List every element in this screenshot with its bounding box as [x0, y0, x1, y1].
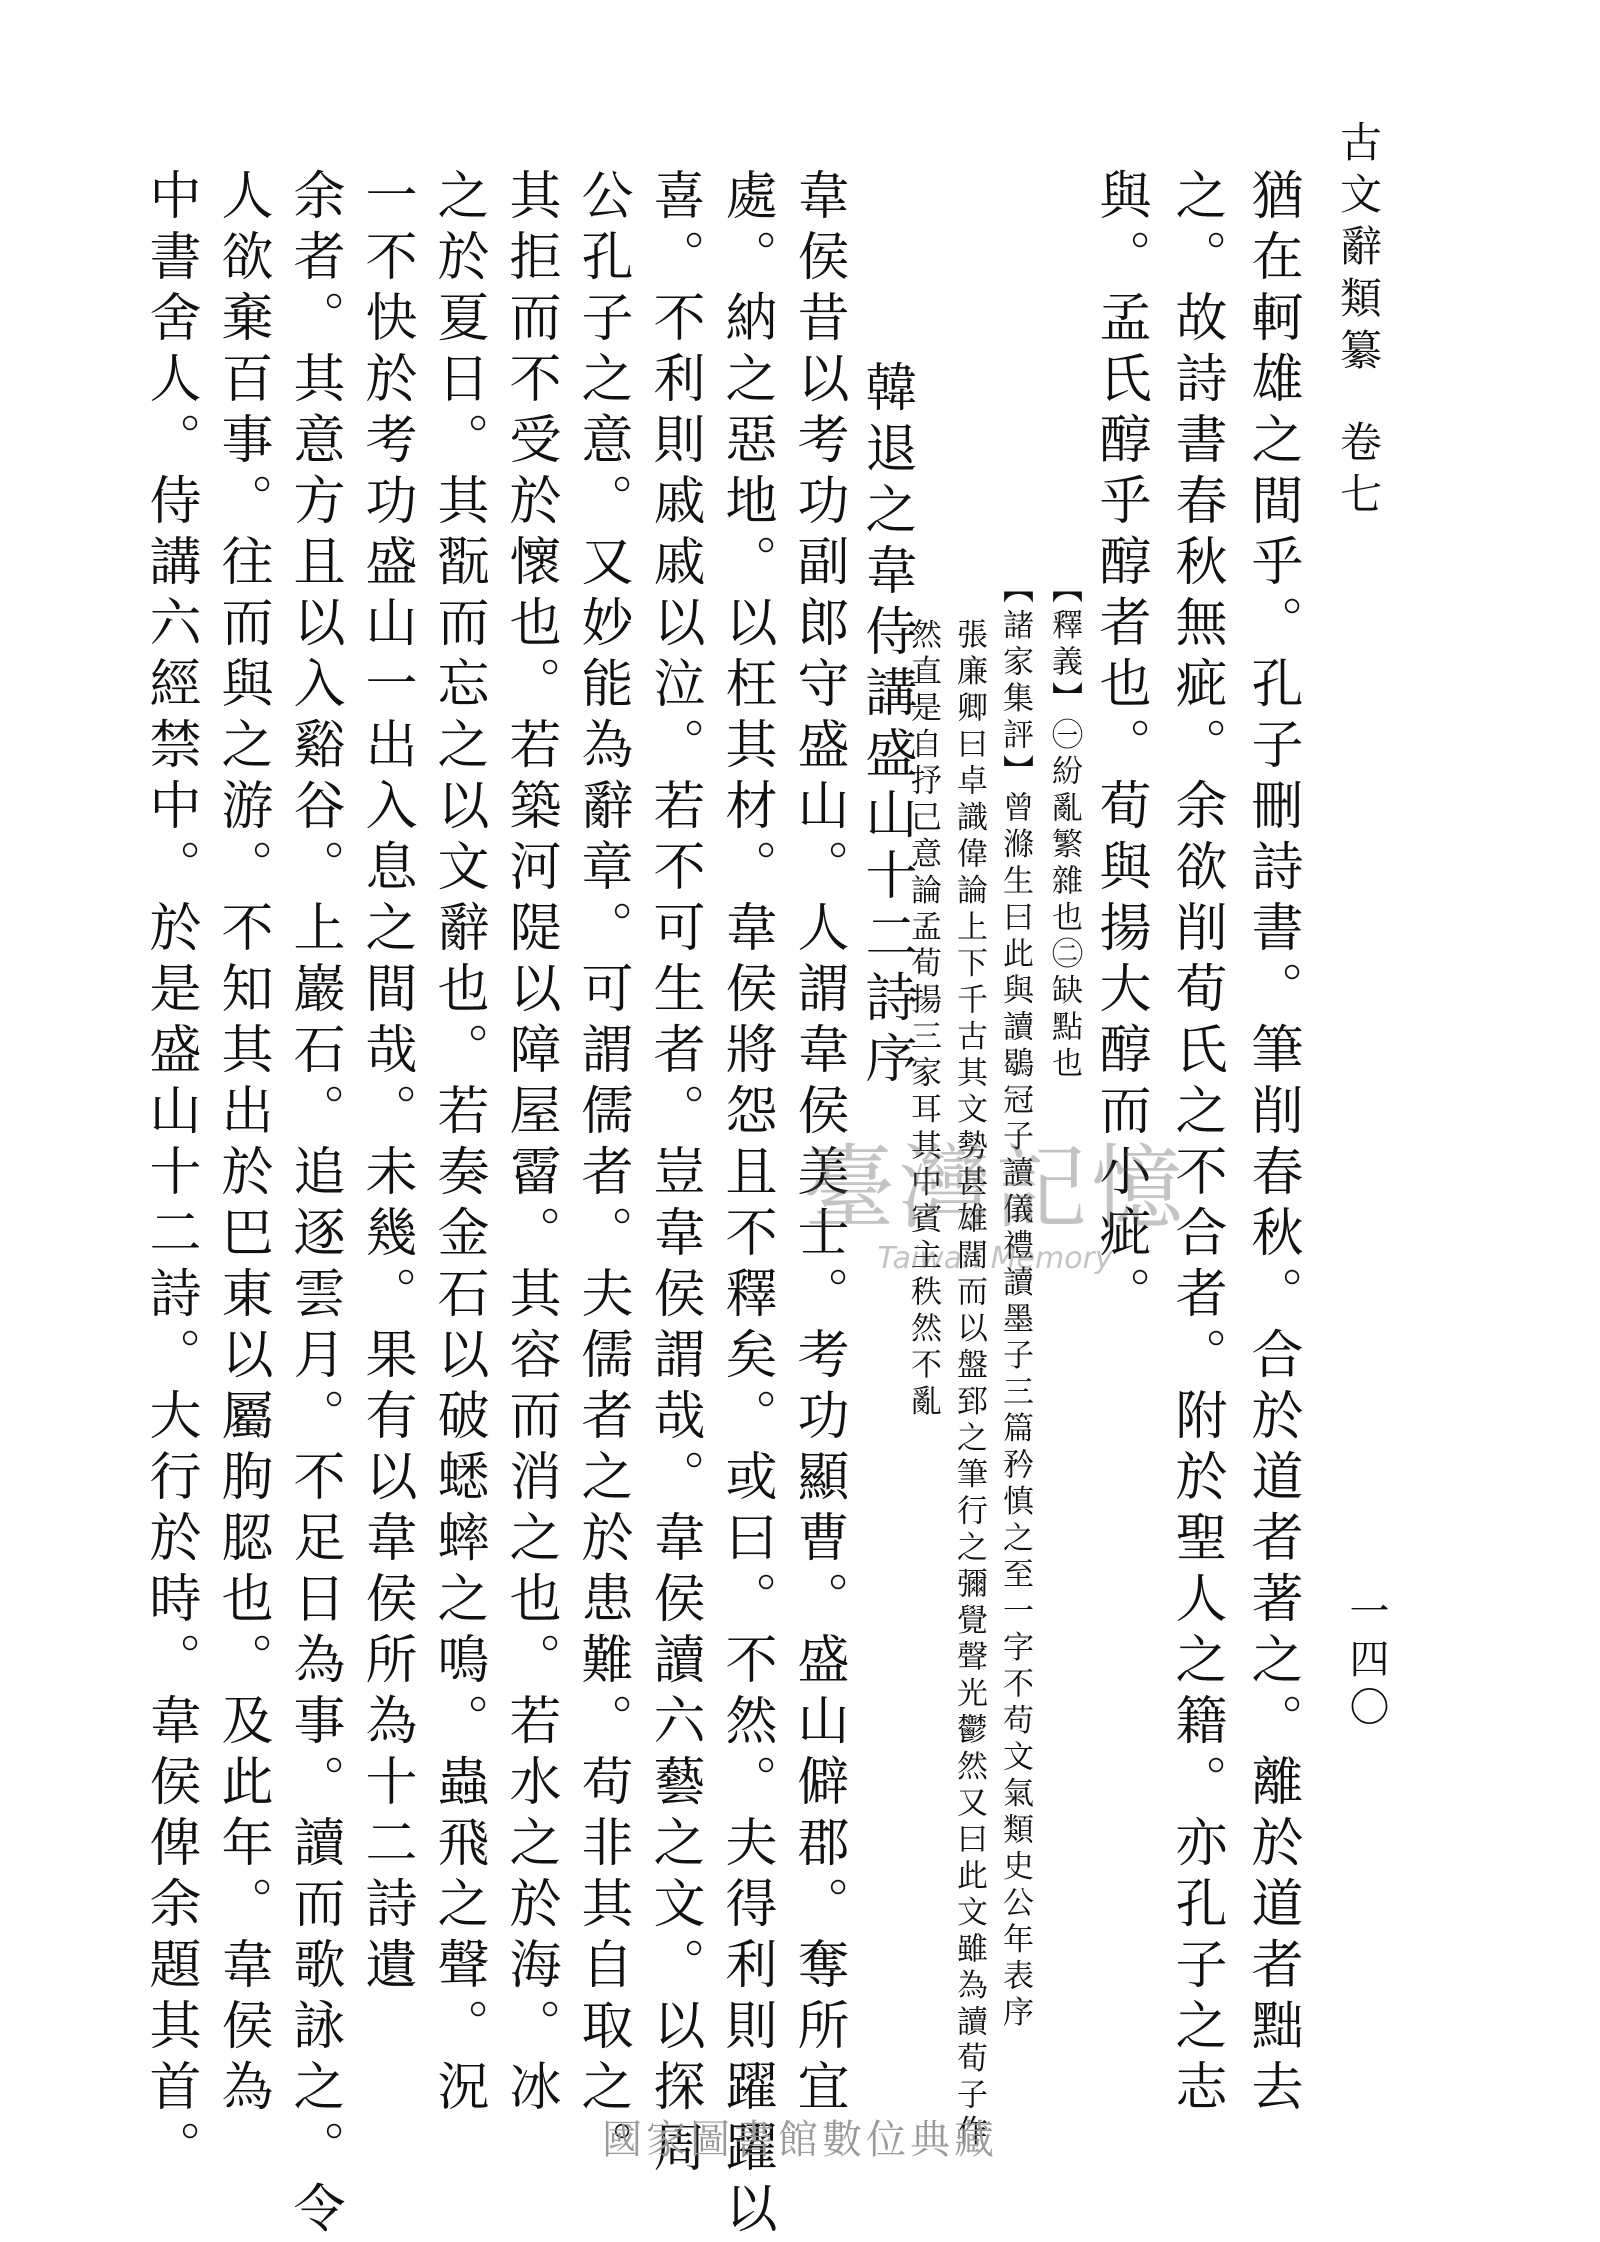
main-text-column: 之。故詩書春秋無疵。余欲削荀氏之不合者。附於聖人之籍。亦孔子之志	[1166, 168, 1226, 2120]
body-text-column: 其拒而不受於懷也。若築河隄以障屋霤。其容而消之也。若水之於海。冰	[500, 168, 560, 2120]
main-text-column: 猶在軻雄之間乎。孔子刪詩書。筆削春秋。合於道者著之。離於道者黜去	[1242, 168, 1302, 2120]
watermark-en: Taiwan Memory	[877, 1241, 1113, 1276]
section-title: 韓退之韋侍講盛山十二詩序	[856, 360, 916, 1092]
body-text-column: 處。納之惡地。以枉其材。韋侯將怨且不釋矣。或曰。不然。夫得利則躍躍以	[716, 168, 776, 2242]
watermark-zh: 臺灣記憶	[802, 1135, 1187, 1242]
body-text-column: 余者。其意方且以入谿谷。上巖石。追逐雲月。不足日為事。讀而歌詠之。令	[284, 168, 344, 2242]
body-text-column: 喜。不利則戚戚以泣。若不可生者。豈韋侯謂哉。韋侯讀六藝之文。以探周	[644, 168, 704, 2181]
page-number: 一四〇	[1343, 1590, 1389, 1734]
running-header	[1328, 120, 1388, 524]
volume-label: 卷七	[1334, 420, 1383, 524]
annotation-jiaping: 張廉卿曰卓識偉論上下千古其文勢甚雄闊而以盤郅之筆行之彌覺聲光鬱然又曰此文雖為讀荀子作	[951, 618, 987, 2151]
annotation-jiaping: 【諸家集評】曾滌生曰此與讀鶡冠子讀儀禮讀墨子三篇矜慎之至一字不苟文氣類史公年表序	[997, 572, 1033, 2032]
body-text-column: 公孔子之意。又妙能為辭章。可謂儒者。夫儒者之於患難。苟非其自取之。	[572, 168, 632, 2181]
body-text-column: 中書舍人。侍講六經禁中。於是盛山十二詩。大行於時。韋侯俾余題其首。	[140, 168, 200, 2181]
footer-caption: 國家圖書館數位典藏	[602, 2117, 998, 2163]
annotation-jiaping: 然直是自抒己意論孟荀揚三家耳其中賓主秩然不亂	[905, 618, 941, 1421]
body-text-column: 一不快於考功盛山一出入息之間哉。未幾。果有以韋侯所為十二詩遺	[356, 168, 416, 1998]
body-text-column: 之於夏日。其翫而忘之以文辭也。若奏金石以破蟋蟀之鳴。蟲飛之聲。況	[428, 168, 488, 2120]
watermark-logo	[735, 1115, 1255, 1276]
body-text-column: 人欲棄百事。往而與之游。不知其出於巴東以屬朐䏰也。及此年。韋侯為	[212, 168, 272, 2120]
body-text-column: 韋侯昔以考功副郎守盛山。人謂韋侯美士。考功顯曹。盛山僻郡。奪所宜	[788, 168, 848, 2120]
book-title: 古文辭類纂	[1334, 120, 1383, 380]
main-text-column: 與。孟氏醇乎醇者也。荀與揚大醇而小疵。	[1090, 168, 1150, 1327]
annotation-shiyi: 【釋義】㊀紛亂繁雜也㊁缺點也	[1046, 572, 1082, 1083]
